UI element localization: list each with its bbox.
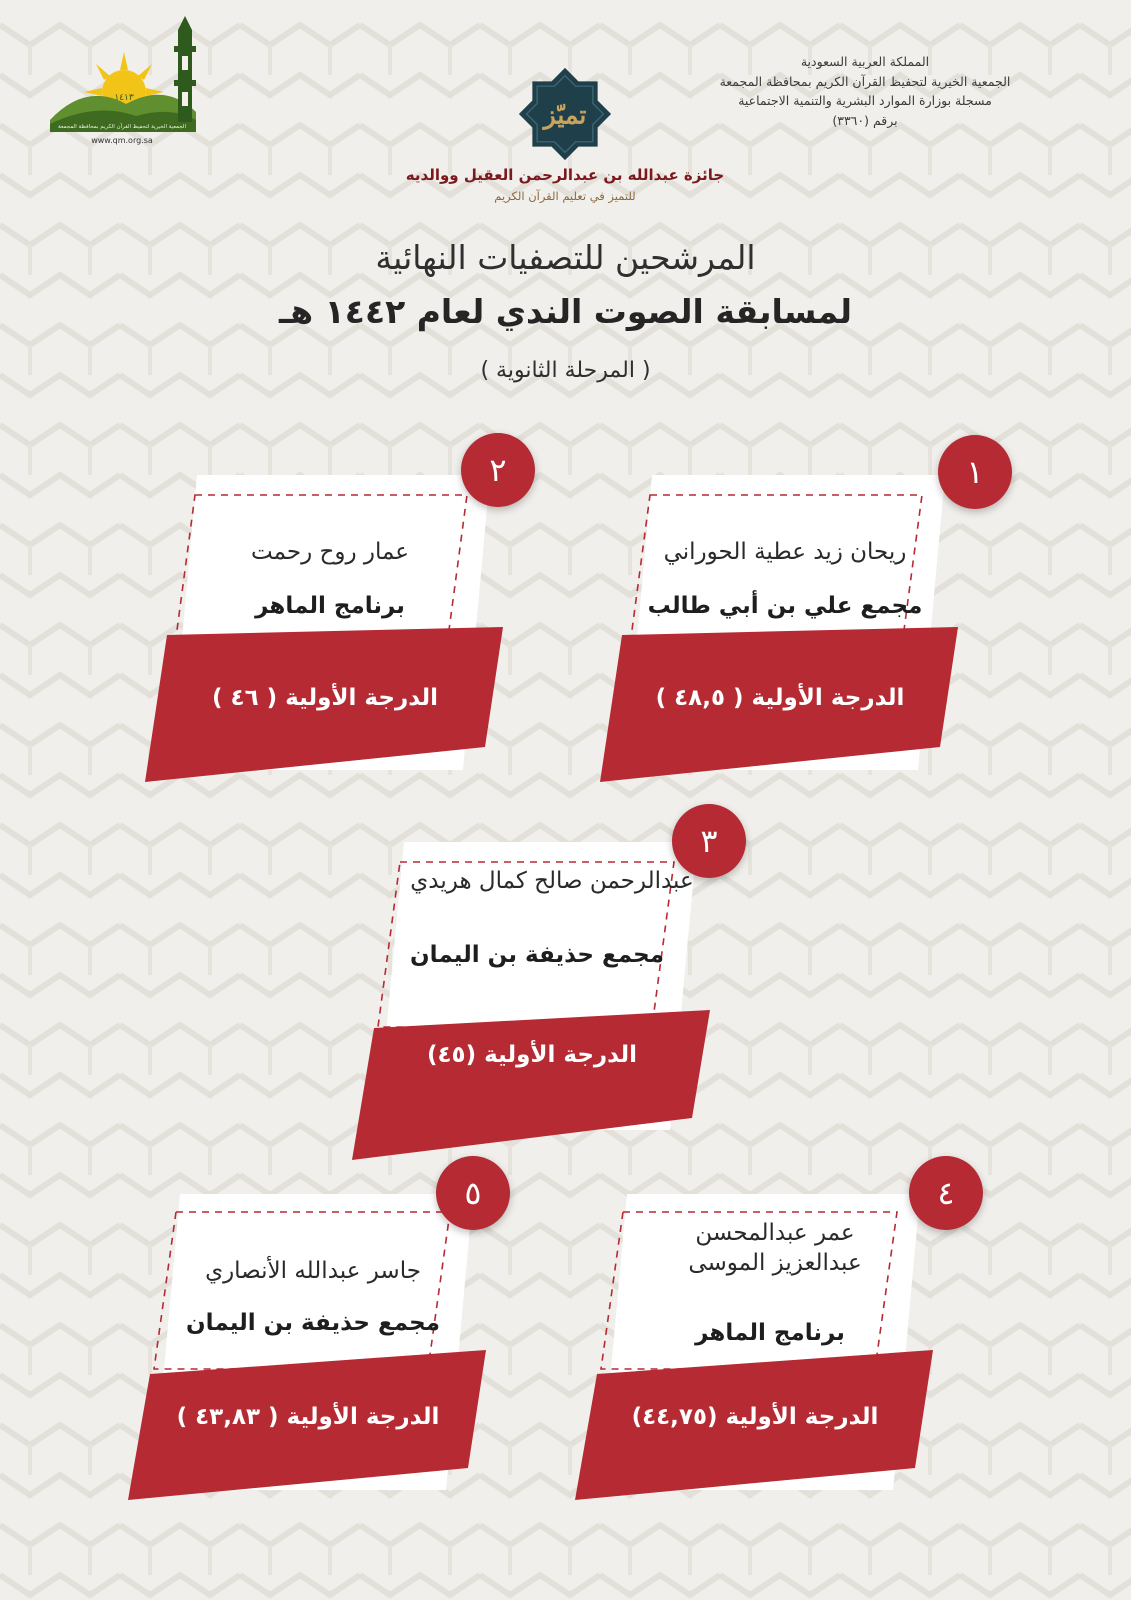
page-title: المرشحين للتصفيات النهائية: [375, 238, 756, 277]
candidate-affiliation: مجمع حذيفة بن اليمان: [186, 1310, 440, 1336]
rank-badge: ٥: [436, 1156, 510, 1230]
candidate-card-1: [600, 445, 984, 785]
org-line-country: المملكة العربية السعودية: [800, 54, 930, 69]
org-line-association: الجمعية الخيرية لتحفيظ القرآن الكريم بمحافظة المجمعة: [719, 73, 1011, 89]
candidate-grade: الدرجة الأولية ( ٤٨,٥ ): [655, 685, 905, 711]
competition-title: لمسابقة الصوت الندي لعام ١٤٤٢ هـ: [279, 292, 852, 331]
candidate-affiliation: برنامج الماهر: [255, 593, 405, 619]
candidate-name: جاسر عبدالله الأنصاري: [205, 1258, 421, 1284]
candidate-name: عبدالرحمن صالح كمال هريدي: [410, 868, 694, 894]
candidate-name: عمار روح رحمت: [250, 539, 410, 565]
candidate-grade: الدرجة الأولية ( ٤٣,٨٣ ): [176, 1404, 440, 1430]
stage-title: ( المرحلة الثانوية ): [480, 358, 651, 383]
candidate-grade: الدرجة الأولية ( ٤٦ ): [212, 685, 438, 711]
award-logo-text: تميّز: [543, 100, 587, 130]
award-logo: [517, 66, 613, 162]
association-logo-url: www.qm.org.sa: [91, 136, 153, 145]
candidate-grade: الدرجة الأولية (٤٤,٧٥): [631, 1404, 879, 1430]
candidate-name: ريحان زيد عطية الحوراني: [663, 539, 907, 565]
candidate-grade: الدرجة الأولية (٤٥): [427, 1042, 637, 1068]
association-logo-text: الجمعية الخيرية لتحفيظ القرآن الكريم بمحافظة المجمعة: [58, 124, 186, 130]
candidate-card-2: [145, 445, 505, 785]
candidate-card-5: [128, 1172, 488, 1512]
candidate-affiliation: مجمع حذيفة بن اليمان: [410, 942, 664, 968]
rank-badge: ٤: [909, 1156, 983, 1230]
award-name: جائزة عبدالله بن عبدالرحمن العقيل ووالديه: [405, 166, 725, 184]
award-brand: [380, 66, 750, 203]
rank-badge: ١: [938, 435, 1012, 509]
rank-badge: ٣: [672, 804, 746, 878]
candidate-affiliation: مجمع علي بن أبي طالب: [647, 593, 923, 619]
card-shape: [128, 1172, 488, 1512]
candidate-affiliation: برنامج الماهر: [695, 1320, 845, 1346]
org-line-number: برقم (٣٣٦٠): [832, 112, 898, 128]
award-subtitle: للتميز في تعليم القرآن الكريم: [494, 189, 636, 203]
association-logo-year: ١٤١٣: [114, 93, 134, 103]
candidate-name: عمر عبدالمحسن عبدالعزيز الموسى: [688, 1220, 862, 1276]
org-line-registration: مسجلة بوزارة الموارد البشرية والتنمية الاجتماعية: [738, 93, 992, 108]
candidate-card-4: [575, 1172, 955, 1512]
rank-badge: ٢: [461, 433, 535, 507]
candidate-card-3: [352, 820, 718, 1160]
association-logo: [46, 12, 206, 148]
